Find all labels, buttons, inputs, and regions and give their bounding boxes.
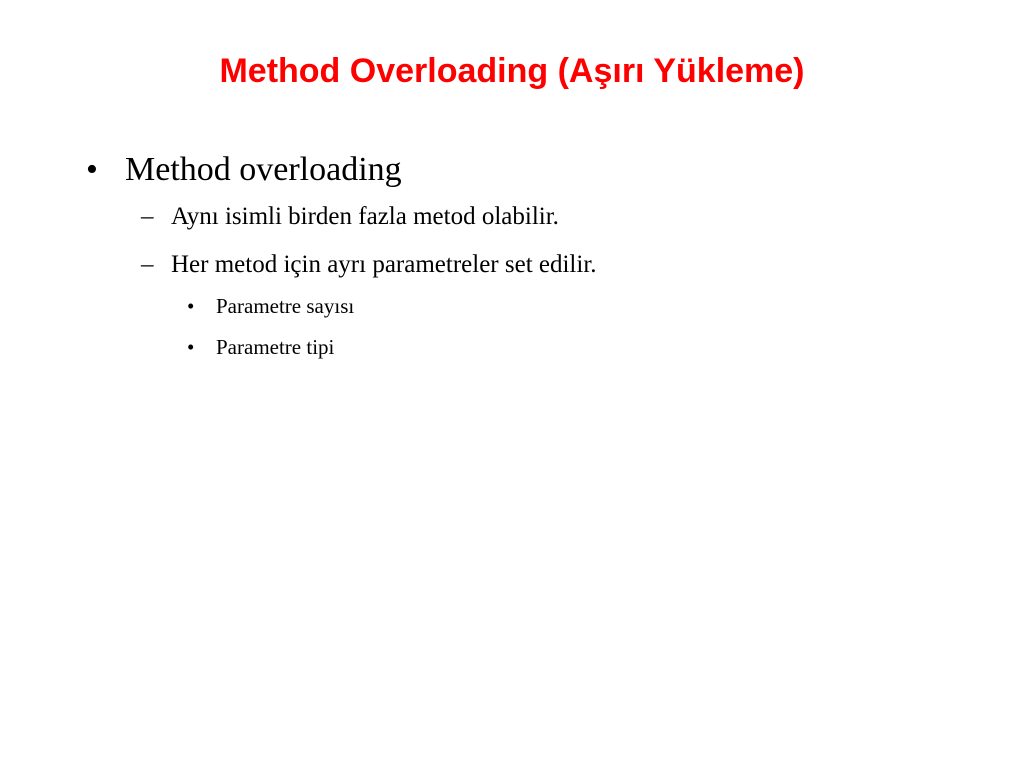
bullet-marker: – [141, 251, 154, 278]
bullet-text: Her metod için ayrı parametreler set edilir. [171, 251, 597, 278]
bullet-marker: – [141, 203, 154, 230]
bullet-text: Method overloading [125, 151, 402, 188]
bullet-marker: • [187, 335, 195, 359]
bullet-text: Parametre sayısı [216, 294, 355, 318]
bullet-marker: • [187, 294, 195, 318]
slide-title: Method Overloading (Aşırı Yükleme) [219, 52, 805, 90]
bullet-marker: • [86, 151, 98, 188]
bullet-text: Aynı isimli birden fazla metod olabilir. [171, 203, 559, 230]
bullet-text: Parametre tipi [216, 335, 335, 359]
